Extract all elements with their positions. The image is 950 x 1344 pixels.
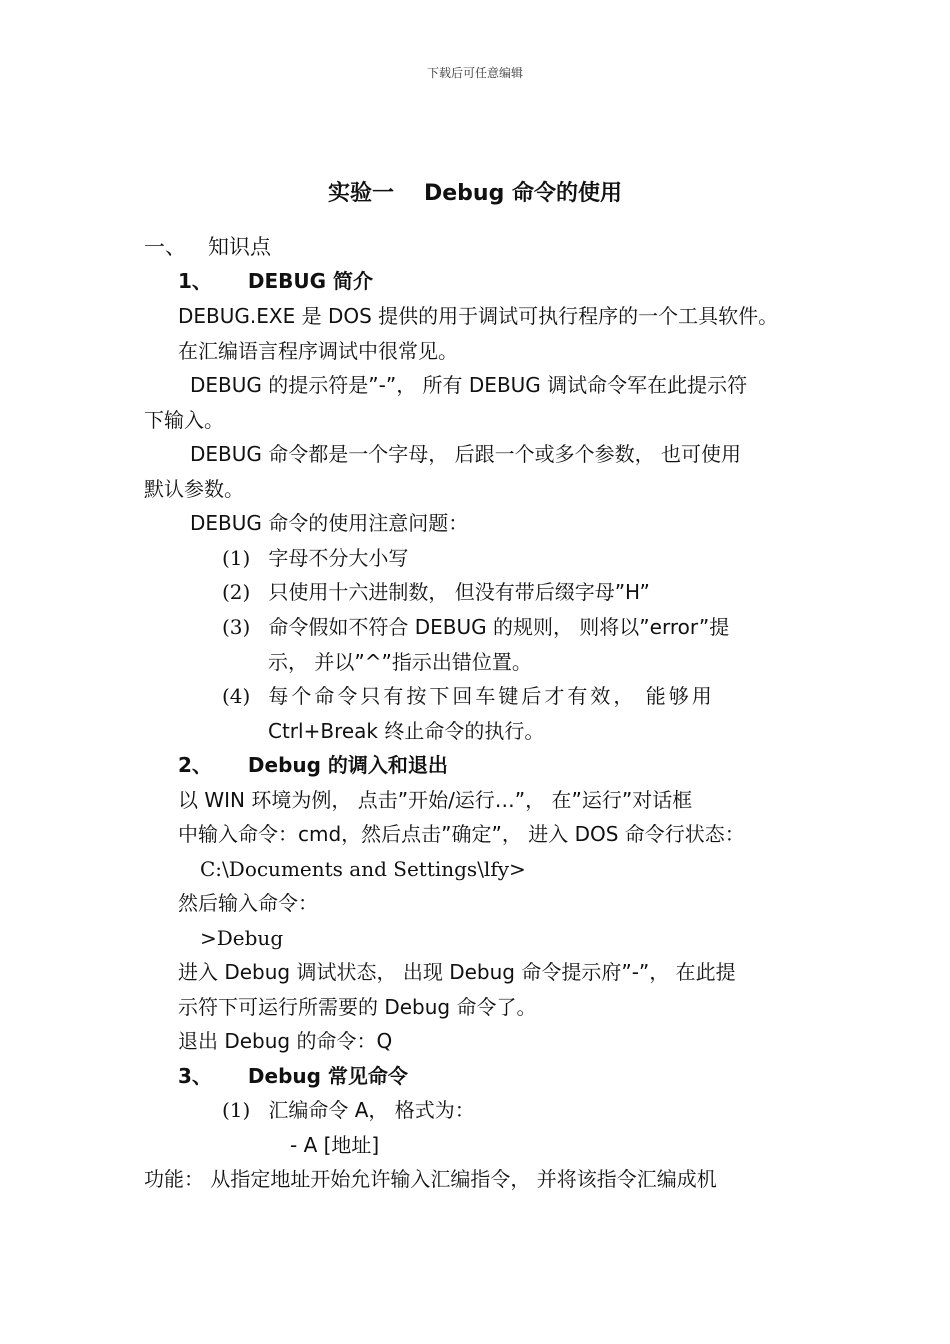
paragraph-line: 在汇编语言程序调试中很常见。 — [178, 339, 458, 363]
note-number: (1) — [222, 546, 251, 570]
title-left: 实验一 — [327, 181, 394, 206]
note-item — [222, 578, 650, 606]
section-heading — [144, 233, 271, 261]
command-text: 汇编命令 A， 格式为： — [268, 1098, 475, 1122]
paragraph-line: 功能： 从指定地址开始允许输入汇编指令， 并将该指令汇编成机 — [144, 1167, 717, 1191]
subsection-label: DEBUG 简介 — [247, 269, 374, 293]
paragraph-line: 下输入。 — [144, 408, 224, 432]
subsection-3-heading — [178, 1062, 408, 1090]
title-right: Debug 命令的使用 — [424, 181, 623, 206]
note-number: (2) — [222, 580, 251, 604]
subsection-2-heading — [178, 751, 448, 779]
subsection-label: Debug 的调入和退出 — [247, 753, 448, 777]
note-item — [222, 682, 715, 710]
note-item — [222, 613, 729, 641]
page-header: 下载后可任意编辑 — [426, 66, 523, 80]
note-text: 每个命令只有按下回车键后才有效， 能够用 — [268, 684, 715, 708]
paragraph-line: 退出 Debug 的命令：Q — [178, 1029, 393, 1053]
subsection-1-heading — [178, 267, 373, 295]
paragraph-line: 以 WIN 环境为例， 点击”开始/运行…”， 在”运行”对话框 — [178, 788, 693, 812]
paragraph-line: 示符下可运行所需要的 Debug 命令了。 — [178, 995, 537, 1019]
paragraph-line: DEBUG 命令都是一个字母， 后跟一个或多个参数， 也可使用 — [190, 442, 741, 466]
paragraph-line: 中输入命令：cmd，然后点击”确定”， 进入 DOS 命令行状态： — [178, 822, 745, 846]
section-number: 一、 — [144, 235, 186, 259]
paragraph-line: 默认参数。 — [144, 477, 244, 501]
paragraph-line: 进入 Debug 调试状态， 出现 Debug 命令提示府”-”， 在此提 — [178, 960, 736, 984]
paragraph-line: 然后输入命令： — [178, 891, 318, 915]
command-format: - A [地址] — [290, 1133, 380, 1157]
command-item — [222, 1096, 475, 1124]
note-continuation: Ctrl+Break 终止命令的执行。 — [268, 719, 545, 743]
document-title — [0, 176, 950, 207]
note-number: (4) — [222, 684, 251, 708]
subsection-number: 2、 — [178, 753, 212, 777]
note-text: 命令假如不符合 DEBUG 的规则， 则将以”error”提 — [268, 615, 730, 639]
subsection-number: 3、 — [178, 1064, 212, 1088]
note-continuation: 示， 并以”^”指示出错位置。 — [268, 650, 532, 674]
note-text: 只使用十六进制数， 但没有带后缀字母”H” — [268, 580, 650, 604]
paragraph-line: DEBUG 的提示符是”-”， 所有 DEBUG 调试命令军在此提示符 — [190, 373, 748, 397]
subsection-label: Debug 常见命令 — [247, 1064, 408, 1088]
section-label: 知识点 — [208, 235, 271, 259]
note-item — [222, 544, 408, 572]
subsection-number: 1、 — [178, 269, 212, 293]
command-line: >Debug — [200, 926, 284, 950]
paragraph-line: DEBUG.EXE 是 DOS 提供的用于调试可执行程序的一个工具软件。 — [178, 304, 779, 328]
note-text: 字母不分大小写 — [268, 546, 409, 570]
paragraph-line: DEBUG 命令的使用注意问题： — [190, 511, 469, 535]
note-number: (3) — [222, 615, 251, 639]
command-number: (1) — [222, 1098, 251, 1122]
command-line: C:\Documents and Settings\lfy> — [200, 857, 526, 881]
